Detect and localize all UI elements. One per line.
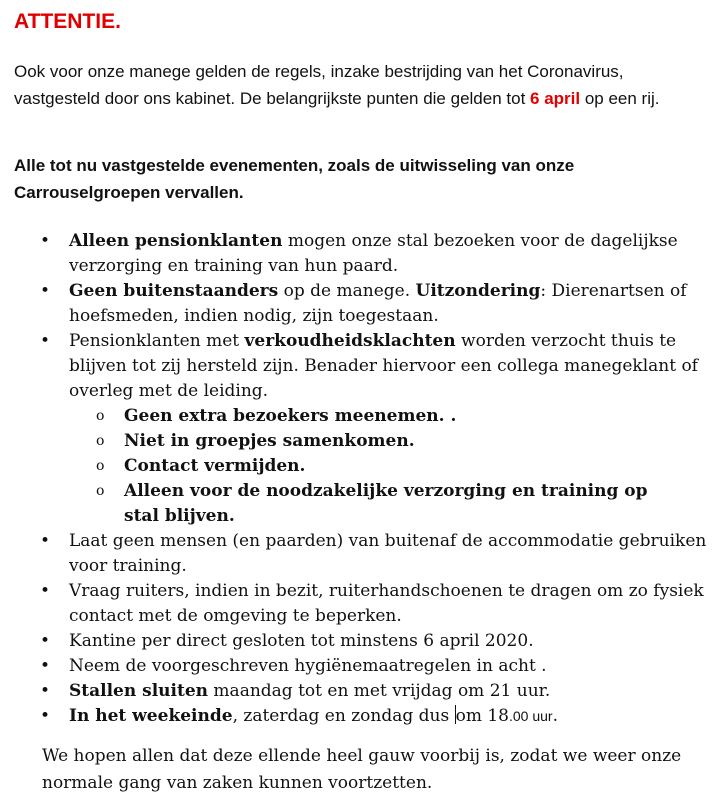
item-text: : Dierenartsen of hoefsmeden, indien nodig, zijn toegestaan. (69, 281, 687, 326)
sub-list-item (0, 479, 664, 529)
item-text: Neem de voorgeschreven hygiënemaatregelen in acht . (69, 656, 547, 676)
bold-text: Uitzondering (415, 281, 541, 301)
sub-item-text: Geen extra bezoekers meenemen. . (124, 406, 457, 426)
sub-item-text: Alleen voor de noodzakelijke verzorging en training op stal blijven. (124, 481, 648, 526)
bold-text: Geen buitenstaanders (69, 281, 279, 301)
bold-text: verkoudheidsklachten (244, 331, 456, 351)
sub-item-text: Niet in groepjes samenkomen. (124, 431, 415, 451)
list-item (0, 579, 709, 629)
item-text: mogen onze stal bezoeken voor de dagelijkse verzorging en training van hun paard. (69, 231, 678, 276)
item-text: Kantine per direct gesloten tot minstens 6 april 2020. (69, 631, 534, 651)
item-text: Pensionklanten met (69, 331, 245, 351)
item-text: op de manege. (278, 281, 416, 301)
intro-date-highlight: 6 april (530, 89, 581, 108)
sub-list-item (0, 404, 664, 429)
bullet-icon: • (40, 581, 51, 601)
page-title: ATTENTIE. (14, 10, 121, 33)
bullet-icon: • (40, 231, 51, 251)
list-item (0, 279, 709, 329)
item-text: maandag tot en met vrijdag om 21 uur. (208, 681, 551, 701)
item-text: , zaterdag en zondag dus (232, 706, 455, 726)
item-text: Laat geen mensen (en paarden) van buitenaf de accommodatie gebruiken voor training. (69, 531, 707, 576)
circle-bullet-icon: o (96, 408, 105, 424)
item-text: Vraag ruiters, indien in bezit, ruiterhandschoenen te dragen om zo fysiek contact met de omgeving te beperken. (69, 581, 704, 626)
intro-paragraph (14, 58, 714, 112)
sub-item-text: Contact vermijden. (124, 456, 306, 476)
bullet-icon: • (40, 331, 51, 351)
item-text: om 18 (455, 706, 509, 726)
circle-bullet-icon: o (96, 458, 105, 474)
bullet-icon: • (40, 281, 51, 301)
sub-list-item (0, 429, 664, 454)
bullet-icon: • (40, 656, 51, 676)
item-text: worden verzocht thuis te blijven tot zij hersteld zijn. Benader hiervoor een collega manegeklant of overleg met de leiding. (69, 331, 698, 401)
list-item (0, 704, 709, 729)
list-item (0, 654, 709, 679)
bullet-icon: • (40, 631, 51, 651)
bullet-icon: • (40, 681, 51, 701)
sub-list-item (0, 454, 664, 479)
item-text: . (552, 706, 558, 726)
list-item (0, 229, 709, 279)
small-time-text: .00 uur (509, 708, 553, 724)
circle-bullet-icon: o (96, 433, 105, 449)
bold-text: Stallen sluiten (69, 681, 209, 701)
list-item (0, 629, 709, 654)
list-item (0, 679, 709, 704)
rules-list (0, 229, 719, 729)
closing-paragraph: We hopen allen dat deze ellende heel gauw voorbij is, zodat we weer onze normale gang van zaken kunnen voortzetten. (42, 746, 682, 793)
bullet-icon: • (40, 531, 51, 551)
list-item (0, 329, 709, 404)
circle-bullet-icon: o (96, 483, 105, 499)
intro-text-end: op een rij. (580, 89, 660, 108)
intro-text-start: Ook voor onze manege gelden de regels, inzake bestrijding van het Coronavirus, vastgesteld door ons kabinet. De belangrijkste punten die gelden tot (14, 62, 624, 108)
list-item (0, 529, 709, 579)
bold-text: In het weekeinde (69, 706, 233, 726)
bold-text: Alleen pensionklanten (69, 231, 283, 251)
bullet-icon: • (40, 706, 51, 726)
events-cancelled-notice: Alle tot nu vastgestelde evenementen, zoals de uitwisseling van onze Carrouselgroepen vervallen. (14, 156, 575, 202)
